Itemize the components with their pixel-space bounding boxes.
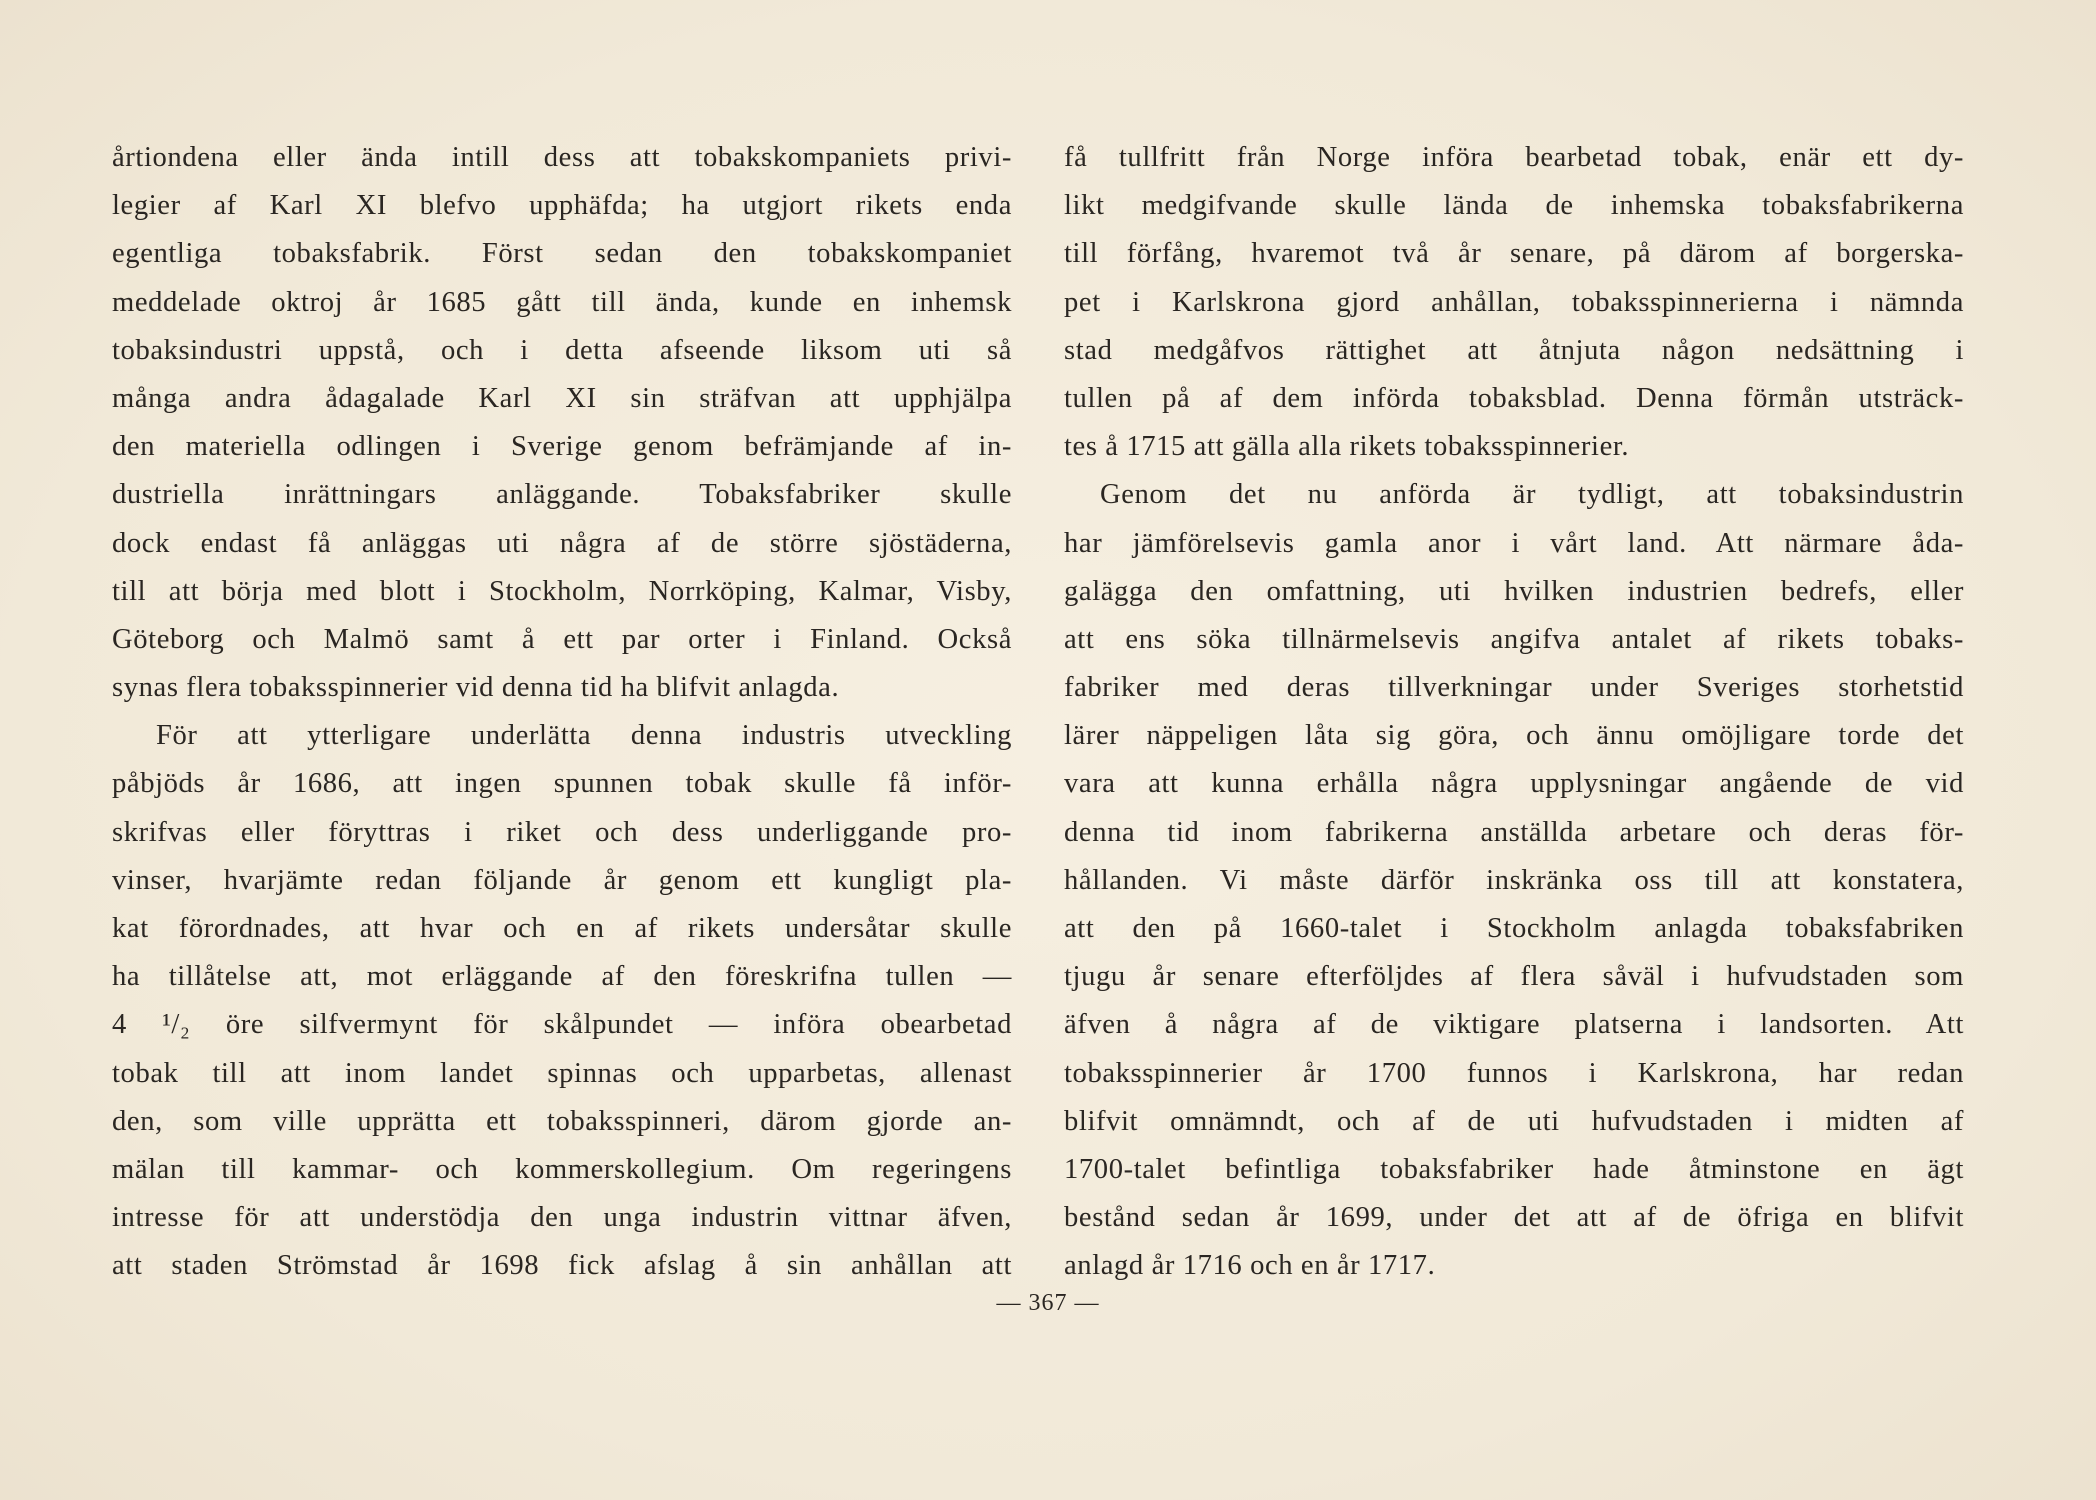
text-line: synas flera tobaksspinnerier vid denna tid ha blifvit anlagda. <box>112 672 840 704</box>
text-line: ha tillåtelse att, mot erläggande af den föreskrifna tullen — <box>112 961 1012 993</box>
text-line: dock endast få anläggas uti några af de större sjöstäderna, <box>112 527 1012 559</box>
text-line: likt medgifvande skulle lända de inhemska tobaksfabrikerna <box>1064 190 1964 222</box>
text-line: att ens söka tillnärmelsevis angifva antalet af rikets tobaks- <box>1064 623 1964 655</box>
text-line: Genom det nu anförda är tydligt, att tobaksindustrin <box>1100 479 1964 511</box>
text-line: den, som ville upprätta ett tobaksspinneri, därom gjorde an- <box>112 1105 1012 1137</box>
text-line: 1700-talet befintliga tobaksfabriker hade åtminstone en ägt <box>1064 1153 1964 1185</box>
text-line: få tullfritt från Norge införa bearbetad tobak, enär ett dy- <box>1064 142 1964 173</box>
text-line: tullen på af dem införda tobaksblad. Denna förmån utsträck- <box>1064 382 1964 414</box>
text-line: egentliga tobaksfabrik. Först sedan den tobakskompaniet <box>112 238 1012 270</box>
text-line: mälan till kammar- och kommerskollegium. Om regeringens <box>112 1153 1012 1185</box>
text-line: många andra ådagalade Karl XI sin sträfvan att upphjälpa <box>112 382 1012 414</box>
text-line: dustriella inrättningars anläggande. Tobaksfabriker skulle <box>112 479 1012 511</box>
text-line: den materiella odlingen i Sverige genom befrämjande af in- <box>112 431 1012 463</box>
text-line: till förfång, hvaremot två år senare, på därom af borgerska- <box>1064 238 1964 270</box>
text-line: blifvit omnämndt, och af de uti hufvudstaden i midten af <box>1064 1105 1964 1137</box>
text-line: bestånd sedan år 1699, under det att af de öfriga en blifvit <box>1064 1202 1964 1234</box>
text-line: hållanden. Vi måste därför inskränka oss till att konstatera, <box>1064 864 1964 896</box>
text-line: fabriker med deras tillverkningar under Sveriges storhetstid <box>1064 672 1964 704</box>
text-line: tobaksindustri uppstå, och i detta afseende liksom uti så <box>112 334 1012 366</box>
page-number: — 367 — <box>996 1290 1100 1316</box>
text-line: tes å 1715 att gälla alla rikets tobaksspinnerier. <box>1064 431 1630 463</box>
right-text-column <box>1064 134 1964 1291</box>
text-line: lärer näppeligen låta sig göra, och ännu omöjligare torde det <box>1064 720 1964 752</box>
text-line: påbjöds år 1686, att ingen spunnen tobak skulle få inför- <box>112 768 1012 800</box>
left-text-column <box>112 134 1012 1291</box>
text-line: anlagd år 1716 och en år 1717. <box>1064 1250 1436 1282</box>
text-line: pet i Karlskrona gjord anhållan, tobaksspinnerierna i nämnda <box>1064 286 1964 318</box>
text-line: vinser, hvarjämte redan följande år genom ett kungligt pla- <box>112 864 1012 896</box>
text-line: legier af Karl XI blefvo upphäfda; ha utgjort rikets enda <box>112 190 1012 222</box>
text-line: tobaksspinnerier år 1700 funnos i Karlskrona, har redan <box>1064 1057 1964 1089</box>
text-line: intresse för att understödja den unga industrin vittnar äfven, <box>112 1202 1012 1234</box>
text-line: 4 ¹/₂ öre silfvermynt för skålpundet — införa obearbetad <box>112 1009 1012 1041</box>
text-line: För att ytterligare underlätta denna industris utveckling <box>156 720 1012 752</box>
text-line: till att börja med blott i Stockholm, Norrköping, Kalmar, Visby, <box>112 575 1012 607</box>
text-line: denna tid inom fabrikerna anställda arbetare och deras för- <box>1064 816 1964 848</box>
text-line: stad medgåfvos rättighet att åtnjuta någon nedsättning i <box>1064 334 1964 366</box>
text-line: att den på 1660-talet i Stockholm anlagda tobaksfabriken <box>1064 913 1964 944</box>
text-line: äfven å några af de viktigare platserna i landsorten. Att <box>1064 1009 1964 1041</box>
text-line: skrifvas eller föryttras i riket och dess underliggande pro- <box>112 816 1012 848</box>
text-line: har jämförelsevis gamla anor i vårt land. Att närmare åda- <box>1064 527 1964 559</box>
text-line: årtiondena eller ända intill dess att tobakskompaniets privi- <box>112 142 1012 173</box>
text-line: meddelade oktroj år 1685 gått till ända, kunde en inhemsk <box>112 286 1012 318</box>
text-line: galägga den omfattning, uti hvilken industrien bedrefs, eller <box>1064 575 1964 607</box>
text-line: tjugu år senare efterföljdes af flera såväl i hufvudstaden som <box>1064 961 1964 993</box>
text-line: Göteborg och Malmö samt å ett par orter i Finland. Också <box>112 623 1012 655</box>
text-line: att staden Strömstad år 1698 fick afslag å sin anhållan att <box>112 1250 1012 1282</box>
text-line: tobak till att inom landet spinnas och upparbetas, allenast <box>112 1057 1012 1089</box>
text-line: vara att kunna erhålla några upplysningar angående de vid <box>1064 768 1964 800</box>
text-line: kat förordnades, att hvar och en af rikets undersåtar skulle <box>112 913 1012 944</box>
